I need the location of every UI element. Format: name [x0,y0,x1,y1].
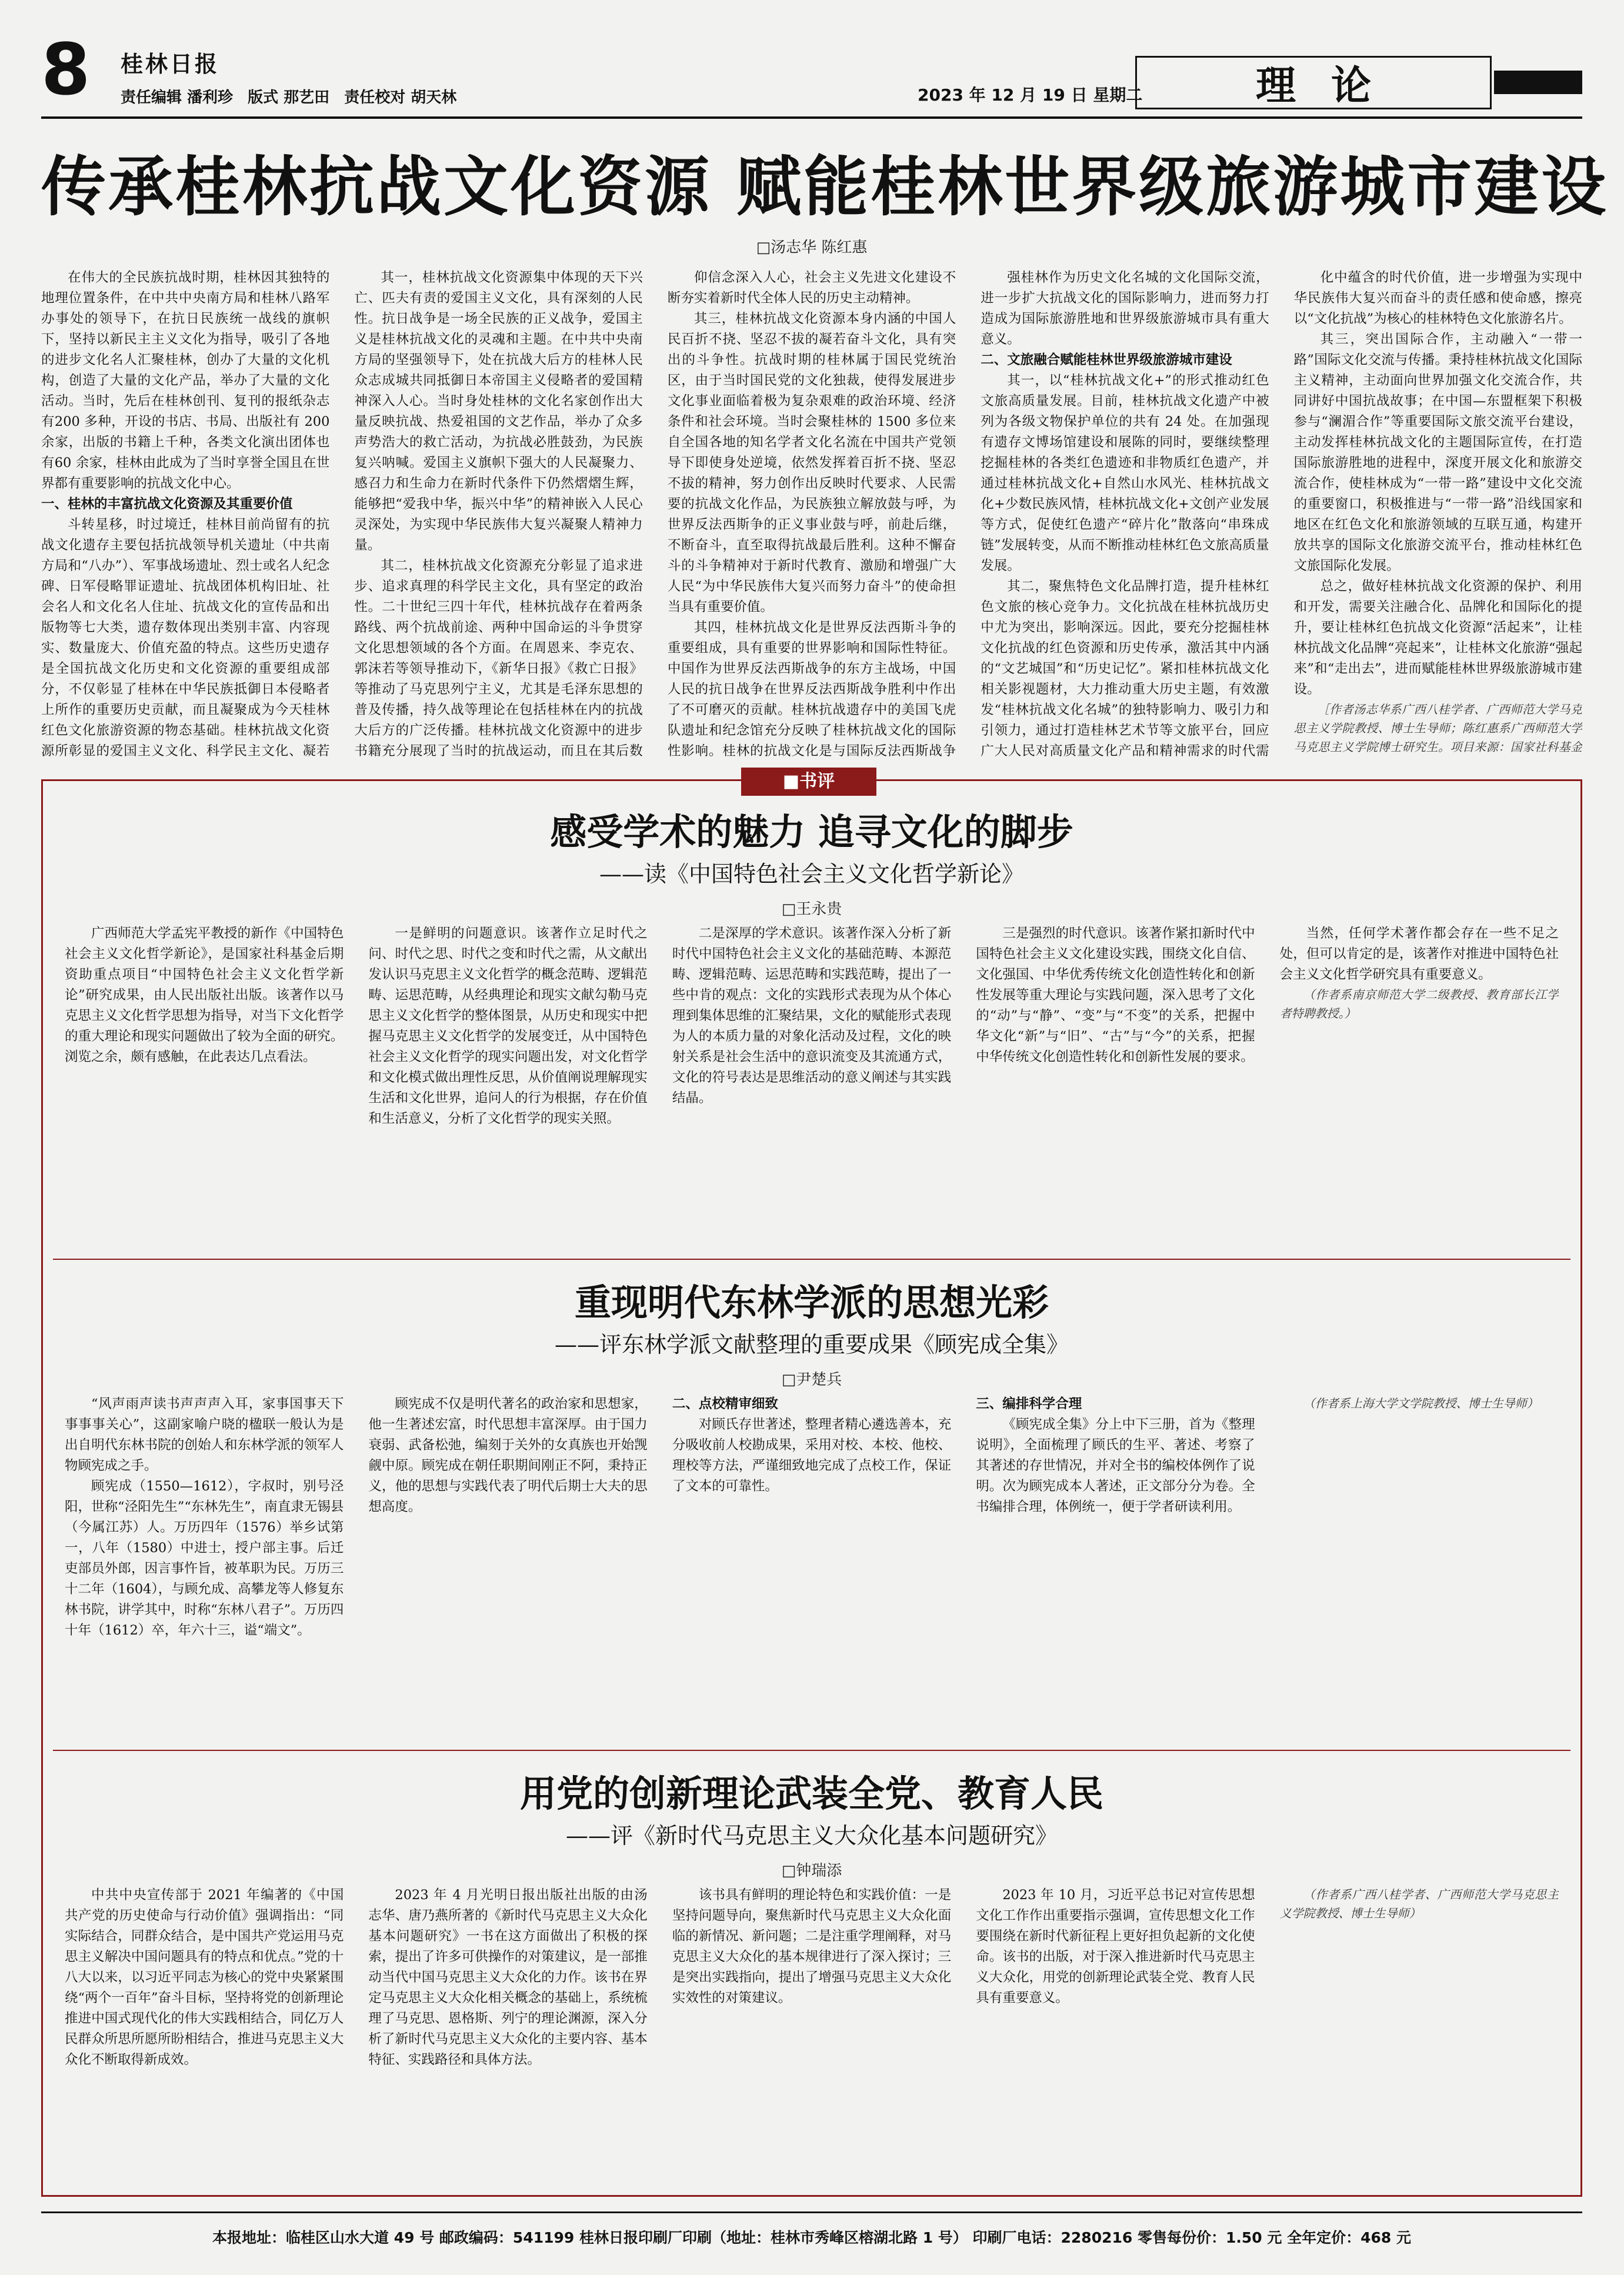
lead-body [41,268,1582,759]
lead-byline: □汤志华 陈红惠 [756,239,868,256]
subheading: 一、桂林的丰富抗战文化资源及其重要价值 [41,496,293,512]
paragraph: 斗转星移，时过境迁，桂林目前尚留有的抗战文化遗存主要包括抗战领导机关遗址（中共南方局和“八办”）、军事战场遗址、烈士或名人纪念碑、日军侵略罪证遗址、抗战团体机构旧址、社会名人和文化名人住址、抗战文化的宣传品和出版物等七大类，遗存数体现出类别丰富、内容现实、数量庞大、价值充盈的特点。这些历史遗存是全国抗战文化历史和文化资源的重要组成部分，不仅彰显了桂林在中华民族抵御日本侵略者上所作的重要历史贡献，而且凝聚成为今天桂林红色文化旅游资源的物态基础。桂林抗战文化资源所彰显的爱国主义文化、科学民主文化、凝若 [41,517,330,759]
paragraph: 其一，以“桂林抗战文化+”的形式推动红色文旅高质量发展。目前，桂林抗战文化遗产中被列为各级文物保护单位的共有 24 处。在加强现有遗存文博场馆建设和展陈的同时，要继续整理挖掘桂林的各类红色遗迹和非物质红色遗产，并通过桂林抗战文化+自然山水风光、桂林抗战文化+少数民族风情，桂林抗战文化+文创产业发展等方式，促使红色遗产“碎片化”散落向“串珠成链”发展转变，从而不断推动桂林红色文旅高质量发展。 [981,373,1269,573]
review2-byline: □尹楚兵 [781,1371,842,1389]
author-note: ［作者汤志华系广西八桂学者、广西师范大学马克思主义学院教授、博士生导师；陈红惠系广西师范大学马克思主义学院博士研究生。项目来源：国家社科基金 [1293,702,1583,754]
review1-column-1 [65,923,344,1250]
paragraph: 其三，突出国际合作，主动融入“一带一路”国际文化交流与传播。秉持桂林抗战文化国际主义精神，主动面向世界加强文化交流合作，共同讲好中国抗战故事；在中国—东盟框架下积极参与“澜湄合作”等重要国际文旅交流平台建设，主动发挥桂林抗战文化的主题国际宣传，在打造国际旅游胜地的进程中，深度开展文化和旅游交流合作，使桂林成为“一带一路”建设中文化交流的重要窗口，积极推进与“一带一路”沿线国家和地区在红色文化和旅游领域的互联互通，构建开放共享的国际文化旅游交流平台，推动桂林红色文旅国际化发展。 [1293,332,1583,573]
paragraph: 2023 年 10 月，习近平总书记对宣传思想文化工作作出重要指示强调，宣传思想文化工作要围绕在新时代新征程上更好担负起新的文化使命。该书的出版，对于深入推进新时代马克思主义大众化，用党的创新理论武装全党、教育人民具有重要意义。 [976,1887,1255,2006]
review3-column-4 [976,1885,1255,2185]
paragraph: 广西师范大学孟宪平教授的新作《中国特色社会主义文化哲学新论》，是国家社科基金后期资助重点项目“中国特色社会主义文化哲学新论”研究成果，由人民出版社出版。该著作以马克思主义文化哲学思想为指导，对当下文化哲学的重大理论和现实问题做出了较为全面的研究。浏览之余，颇有感触，在此表达几点看法。 [65,926,344,1065]
paragraph: “风声雨声读书声声声入耳，家事国事天下事事事关心”，这副家喻户晓的楹联一般认为是出自明代东林书院的创始人和东林学派的领军人物顾宪成之手。 [65,1396,344,1473]
review2-column-1 [65,1394,344,1741]
review3-subtitle: ——评《新时代马克思主义大众化基本问题研究》 [565,1823,1058,1849]
paragraph: 二是深厚的学术意识。该著作深入分析了新时代中国特色社会主义文化的基础范畴、本源范畴、逻辑范畴、运思范畴和实践范畴，提出了一些中肯的观点：文化的实践形式表现为从个体心理到集体思维的汇聚结果，文化的赋能形式表现为人的本质力量的对象化活动及过程，文化的映射关系是社会生活中的意识流变及其流通方式，文化的符号表达是思维活动的意义阐述与其实践结晶。 [672,926,952,1106]
page-number: 8 [41,29,91,111]
paragraph: 对顾氏存世著述，整理者精心遴选善本，充分吸收前人校勘成果，采用对校、本校、他校、理校等方法，严谨细致地完成了点校工作，保证了文本的可靠性。 [672,1417,952,1494]
review1-column-4 [976,923,1255,1250]
review1-subtitle: ——读《中国特色社会主义文化哲学新论》 [599,861,1024,887]
review2-column-3 [672,1394,951,1741]
review2-body [65,1394,1559,1741]
divider [53,1750,1570,1751]
lead-column-5 [1294,268,1582,759]
credit-layout: 版式 那艺田 [248,89,330,106]
review2-title: 重现明代东林学派的思想光彩 [574,1281,1049,1324]
paragraph: 化中蕴含的时代价值，进一步增强为实现中华民族伟大复兴而奋斗的责任感和使命感，擦亮以“文化抗战”为核心的桂林特色文化旅游名片。 [1293,270,1583,326]
paragraph: 其三，桂林抗战文化资源本身内涵的中国人民百折不挠、坚忍不拔的凝若奋斗文化，具有突出的斗争性。抗战时期的桂林属于国民党统治区，由于当时国民党的文化独裁，使得发展进步文化事业面临着极为复杂艰难的政治环境、经济条件和社会环境。当时会聚桂林的 1500 多位来自全国各地的知名学者文化名流在中国共产党领导下即使身处逆境，依然发挥着百折不挠、坚忍不拔的精神，努力创作出反映时代要求、人民需要的抗战文化作品，为民族独立解放鼓与呼，为世界反法西斯争的正义事业鼓与呼，前赴后继，不断奋斗，直至取得抗战最后胜利。这种不懈奋斗的斗争精神对于新时代教育、激励和增强广大人民“为中华民族伟大复兴而努力奋斗”的使命担当具有重要价值。 [667,311,956,615]
paragraph: 其二，桂林抗战文化资源充分彰显了追求进步、追求真理的科学民主文化，具有坚定的政治性。二十世纪三四十年代，桂林抗战存在着两条路线、两个抗战前途、两种中国命运的斗争贯穿文化思想领域的各个方面。在周恩来、李克农、郭沫若等领导推动下，《新华日报》《救亡日报》等推动了马克思列宁主义，尤其是毛泽东思想的普及传播，持久战等理论在包括桂林在内的抗战大后方的广泛传播。桂林抗战文化资源中的进步书籍充分展现了当时的抗战运动，而且在其后数 [354,558,643,759]
review3-column-3 [672,1885,951,2185]
footer-info: 本报地址：临桂区山水大道 49 号 邮政编码：541199 桂林日报印刷厂印刷（地址：桂林市秀峰区榕湖北路 1 号） 印刷厂电话：2280216 零售每份价：1.50 元 全年定价：468 元 [212,2229,1411,2246]
section-label-box [1135,56,1492,109]
paragraph: 2023 年 4 月光明日报出版社出版的由汤志华、唐乃燕所著的《新时代马克思主义大众化基本问题研究》一书在这方面做出了积极的探索，提出了许多可供操作的对策建议，是一部推动当代中国马克思主义大众化的力作。该书在界定马克思主义大众化相关概念的基础上，系统梳理了马克思、恩格斯、列宁的理论渊源，深入分析了新时代马克思主义大众化的主要内容、基本特征、实践路径和具体方法。 [368,1887,648,2067]
paragraph: 《顾宪成全集》分上中下三册，首为《整理说明》，全面梳理了顾氏的生平、著述、考察了其著述的存世情况，并对全书的编校体例作了说明。次为顾宪成本人著述，正文部分分为卷。全书编排合理，体例统一，便于学者研读利用。 [976,1417,1255,1515]
paragraph: 其一，桂林抗战文化资源集中体现的天下兴亡、匹夫有责的爱国主义文化，具有深刻的人民性。抗日战争是一场全民族的正义战争，爱国主义是桂林抗战文化的灵魂和主题。在中共中央南方局的坚强领导下，处在抗战大后方的桂林人民众志成城共同抵御日本帝国主义侵略者的爱国精神深入人心。当时身处桂林的文化名家创作出大量反映抗战、热爱祖国的文艺作品，举办了众多声势浩大的救亡活动，为抗战必胜鼓劲，为民族复兴呐喊。爱国主义旗帜下强大的人民凝聚力、感召力和生命力在新时代条件下仍然熠熠生辉，能够把“爱我中华，振兴中华”的精神嵌入人民心灵深处，为实现中华民族伟大复兴凝聚人精神力量。 [354,270,643,553]
review3-column-5 [1280,1885,1559,2185]
review1-column-5 [1280,923,1559,1250]
lead-column-4 [981,268,1269,759]
review3-column-1 [65,1885,344,2185]
review2-column-4 [976,1394,1255,1741]
review3-body [65,1885,1559,2185]
review1-byline: □王永贵 [781,900,842,918]
paragraph: 其二，聚焦特色文化品牌打造，提升桂林红色文旅的核心竞争力。文化抗战在桂林抗战历史中尤为突出，影响深远。因此，要充分挖掘桂林文化抗战的红色资源和历史传承，激活其中内涵的“文艺城国”和“历史记忆”。紧扣桂林抗战文化相关影视题材，大力推动重大历史主题，有效激发“桂林抗战文化名城”的独特影响力、吸引力和引领力，通过打造桂林艺术节等文旅平台，回应广大人民对高质量文化产品和精神需求的时代需 [981,579,1269,759]
paper-name: 桂林日报 [121,51,220,77]
paragraph: 中共中央宣传部于 2021 年编著的《中国共产党的历史使命与行动价值》强调指出：“同实际结合，同群众结合，是中国共产党运用马克思主义解决中国问题具有的特点和优点。”党的十八大以来，以习近平同志为核心的党中央紧紧围绕“两个一百年”奋斗目标，坚持将党的创新理论推进中国式现代化的伟大实践相结合，同亿万人民群众所思所愿所盼相结合，推进马克思主义大众化不断取得新成效。 [65,1887,344,2067]
review2-subtitle: ——评东林学派文献整理的重要成果《顾宪成全集》 [554,1332,1069,1357]
author-note: （作者系上海大学文学院教授、博士生导师） [1303,1396,1539,1410]
credit-editor: 责任编辑 潘利珍 [121,89,234,106]
paragraph: 总之，做好桂林抗战文化资源的保护、利用和开发，需要关注融合化、品牌化和国际化的提升，要让桂林红色抗战文化资源“活起来”，让桂林抗战文化品牌“亮起来”，让桂林文化旅游“强起来”和“走出去”，进而赋能桂林世界级旅游城市建设。 [1293,579,1583,697]
lead-headline: 传承桂林抗战文化资源 赋能桂林世界级旅游城市建设 [41,149,1609,225]
author-note: （作者系南京师范大学二级教授、教育部长江学者特聘教授。） [1279,988,1559,1020]
lead-column-1 [41,268,329,759]
paragraph: 顾宪成不仅是明代著名的政治家和思想家，他一生著述宏富，时代思想丰富深厚。由于国力衰弱、武备松弛，编刻于关外的女真族也开始觊觎中原。顾宪成在朝任职期间刚正不阿，秉持正义，他的思想与实践代表了明代后期士大夫的思想高度。 [368,1396,648,1515]
paragraph: 当然，任何学术著作都会存在一些不足之处，但可以肯定的是，该著作对推进中国特色社会主义文化哲学研究具有重要意义。 [1279,926,1559,982]
review1-body [65,923,1559,1250]
credit-proofreader: 责任校对 胡天林 [344,89,457,106]
section-bar-decoration [1494,71,1582,94]
review2-column-2 [368,1394,647,1741]
review-section-tag: ■书评 [741,768,876,796]
credits [121,85,466,107]
subheading: 三、编排科学合理 [976,1396,1082,1412]
review1-title: 感受学术的魅力 追寻文化的脚步 [550,810,1073,853]
footer-rule [41,2211,1582,2213]
top-rule [41,116,1582,119]
paragraph: 仰信念深入人心，社会主义先进文化建设不断夯实着新时代全体人民的历史主动精神。 [667,270,956,306]
section-label: 理论 [1255,62,1406,109]
review1-column-2 [368,923,647,1250]
review2-column-5 [1280,1394,1559,1741]
paragraph: 该书具有鲜明的理论特色和实践价值：一是坚持问题导向，聚焦新时代马克思主义大众化面临的新情况、新问题；二是注重学理阐释，对马克思主义大众化的基本规律进行了深入探讨；三是突出实践指向，提出了增强马克思主义大众化实效性的对策建议。 [672,1887,952,2006]
issue-date: 2023 年 12 月 19 日 星期二 [918,85,1143,105]
review1-column-3 [672,923,951,1250]
paragraph: 其四，桂林抗战文化是世界反法西斯斗争的重要组成，具有重要的世界影响和国际性特征。中国作为世界反法西斯战争的东方主战场，中国人民的抗日战争在世界反法西斯战争胜利中作出了不可磨灭的贡献。桂林抗战遗存中的美国飞虎队遗址和纪念馆充分反映了桂林抗战文化的国际性影响。桂林的抗战文化是与国际反法西斯战争 [667,620,956,759]
subheading: 二、点校精审细致 [672,1396,778,1412]
author-note: （作者系广西八桂学者、广西师范大学马克思主义学院教授、博士生导师） [1279,1887,1559,1920]
paragraph: 顾宪成（1550—1612），字叔时，别号泾阳，世称“泾阳先生”“东林先生”，南直隶无锡县（今属江苏）人。万历四年（1576）举乡试第一，八年（1580）中进士，授户部主事。后迁吏部员外郎，因言事忤旨，被革职为民。万历三十二年（1604），与顾允成、高攀龙等人修复东林书院，讲学其中，时称“东林八君子”。万历四十年（1612）卒，年六十三，谥“端文”。 [65,1479,344,1638]
lead-column-2 [354,268,642,759]
subheading: 二、文旅融合赋能桂林世界级旅游城市建设 [981,352,1232,368]
paragraph: 三是强烈的时代意识。该著作紧扣新时代中国特色社会主义文化建设实践，围绕文化自信、文化强国、中华优秀传统文化创造性转化和创新性发展等重大理论与实践问题，深入思考了文化的“动”与“静”、“变”与“不变”的关系，把握中华文化“新”与“旧”、“古”与“今”的关系，把握中华传统文化创造性转化和创新性发展的要求。 [976,926,1255,1065]
review3-byline: □钟瑞添 [781,1862,842,1880]
paragraph: 在伟大的全民族抗战时期，桂林因其独特的地理位置条件，在中共中央南方局和桂林八路军办事处的领导下，在抗日民族统一战线的旗帜下，坚持以新民主主义文化为指导，吸引了各地的进步文化名人汇聚桂林，创办了大量的文化机构，创造了大量的文化产品，举办了大量的文化活动。当时，先后在桂林创刊、复刊的报纸杂志有200 多种，开设的书店、书局、出版社有 200 余家，出版的书籍上千种，各类文化演出团体也有60 余家，桂林由此成为了当时享誉全国且在世界都有重要影响的抗战文化中心。 [41,270,330,491]
lead-column-3 [668,268,956,759]
review3-column-2 [368,1885,647,2185]
paragraph: 一是鲜明的问题意识。该著作立足时代之问、时代之思、时代之变和时代之需，从文献出发认识马克思主义文化哲学的概念范畴、逻辑范畴、运思范畴，从经典理论和现实文献勾勒马克思主义文化哲学的整体图景，从历史和现实中把握马克思主义文化哲学的发展变迁，从中国特色社会主义文化哲学的现实问题出发，对文化哲学和文化模式做出理性反思，从价值阐说理解现实生活和文化世界，追问人的行为根据，存在价值和生活意义，分析了文化哲学的现实关照。 [368,926,648,1126]
paragraph: 强桂林作为历史文化名城的文化国际交流，进一步扩大抗战文化的国际影响力，进而努力打造成为国际旅游胜地和世界级旅游城市具有重大意义。 [981,270,1269,347]
divider [53,1259,1570,1260]
review3-title: 用党的创新理论武装全党、教育人民 [519,1772,1103,1815]
